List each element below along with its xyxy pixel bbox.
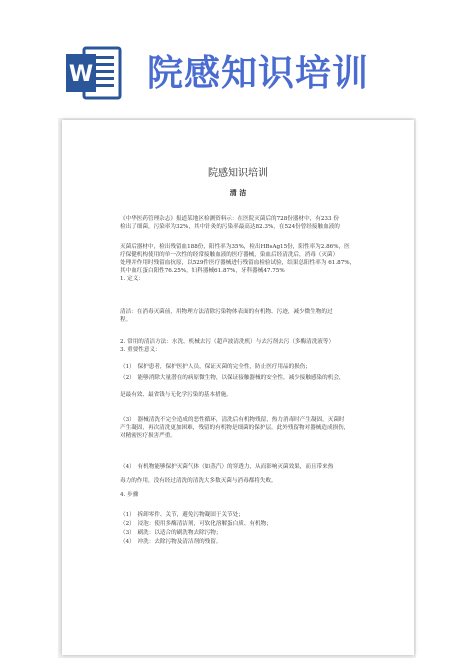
- section-heading: 3. 重要性意义：: [120, 347, 161, 353]
- list-item: （4） 冲洗：去除污物及清洁剂的残留。: [120, 539, 222, 545]
- body-line: 产生凝固，再次清洗更加困难，残留的有机物是细菌的保护层。此外残留物对器械造成损伤，: [120, 425, 350, 431]
- body-line: 程。: [120, 317, 132, 323]
- body-line: 《中华医药管理杂志》报道某地区检测资料示：在医院灭菌后的728份器材中，有233 份: [120, 216, 339, 222]
- list-item: （4） 有机物能够保护灭菌气体（如蒸汽）的穿透力，从而影响灭菌效果，而且带来热: [120, 464, 334, 470]
- body-line: 其中血红蛋白阳性76.25%，妇科器械61.87%，牙科器械47.75%: [120, 268, 285, 274]
- word-document-icon: [62, 42, 124, 104]
- document-title: 院感知识培训: [208, 168, 268, 179]
- list-item: （1） 保护患者，保护医护人员，保证灭菌的完全性，防止医疗用品的损伤；: [120, 364, 311, 370]
- list-item: （1） 拆卸零件、关节，避免污物凝固于关节处；: [120, 512, 244, 518]
- word-icon-letter: W: [68, 62, 94, 87]
- body-line: 灭菌后器材中，检出残留血188份，阳性率为35%，检出HBsAg15份，阳性率为2.86%，医: [120, 244, 350, 250]
- list-item: （2） 浸泡：使用多酶清洁剂，可软化溶解蛋白质、有机物；: [120, 521, 272, 527]
- header-banner: [0, 0, 474, 110]
- body-line: 毒力的作用，没有经过清洗的清洗大多数灭菌与消毒都将失败。: [120, 478, 277, 484]
- list-item: （3） 器械清洗不完全造成的恶性循环，清洗后有机物残留，热力消毒时产生凝固，灭菌时: [120, 417, 345, 423]
- list-item: （3） 刷洗：以适合的刷洗物去除污物；: [120, 530, 222, 536]
- body-line: 疗保健机构使用的单一次性的经常接触血液的医疗器械，染血后经清洗后，消毒（灭菌）: [120, 252, 339, 258]
- body-line: 处理并作用时残留血抗原，以529件医疗器械进行残留血检验试验，结果总阳性率为 61.87%，: [120, 260, 356, 266]
- section-heading: 4. 步骤: [120, 492, 139, 498]
- body-line: 检出了细菌，污染率为32%，其中针灸的污染率最高达82.3%，在524份曾经接触血液的: [120, 224, 340, 230]
- body-line: 对精密医疗损害严重。: [120, 433, 176, 439]
- document-subtitle: 清 洁: [229, 188, 247, 197]
- body-line: 是最有效、最省钱与无化学污染的基本措施。: [120, 392, 232, 398]
- section-heading: 2. 常用的清洁方法：水洗、机械去污（超声波清洗机）与去污剂去污（多酶清洗液等）: [120, 339, 335, 345]
- banner-title: 院感知识培训: [147, 53, 370, 94]
- body-line: 清洁：在消毒灭菌前，用物理方法清除污染物体表面的有机物、污迹，减少微生物的过: [120, 309, 333, 315]
- list-item: （2） 能够消除大量潜在的病原微生物，以保证接触器械的安全性，减少接触感染的机会，: [120, 375, 345, 381]
- section-heading: 1. 定义：: [120, 276, 144, 282]
- document-page: [62, 120, 414, 655]
